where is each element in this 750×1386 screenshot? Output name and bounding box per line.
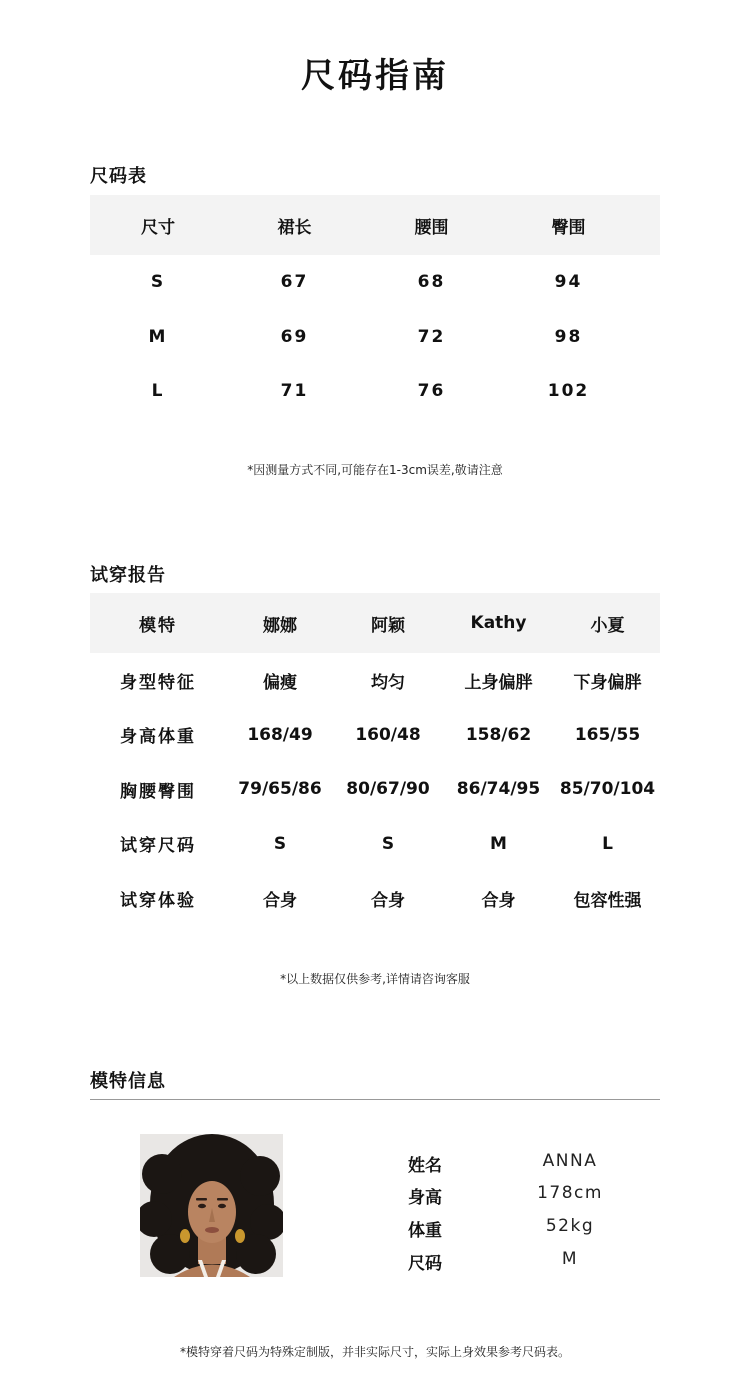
row-label: 身型特征 <box>120 672 196 693</box>
model-height-value: 178cm <box>537 1183 603 1203</box>
row-label: 试穿体验 <box>120 890 196 911</box>
table-cell: 合身 <box>263 890 297 911</box>
table-cell: 72 <box>417 326 446 347</box>
table-row <box>90 762 660 817</box>
table-cell: 79/65/86 <box>238 779 322 800</box>
header-cell: 娜娜 <box>263 615 297 636</box>
model-weight-label: 体重 <box>408 1221 442 1241</box>
size-chart-note: *因测量方式不同,可能存在1-3cm误差,敬请注意 <box>247 463 503 477</box>
table-cell: 85/70/104 <box>559 779 656 800</box>
model-portrait-icon <box>140 1134 283 1277</box>
table-row <box>90 653 660 708</box>
table-cell: 102 <box>547 381 590 402</box>
model-name-value: ANNA <box>542 1151 598 1171</box>
header-cell: 小夏 <box>590 615 625 636</box>
row-label: 身高体重 <box>120 727 196 748</box>
header-cell: 尺寸 <box>141 217 175 238</box>
size-chart-header-row <box>90 195 660 255</box>
model-size-value: M <box>561 1249 579 1269</box>
table-cell: 71 <box>280 381 309 402</box>
table-cell: M <box>490 833 507 854</box>
table-cell: L <box>602 833 613 854</box>
section-divider <box>90 1099 660 1100</box>
table-cell: 68 <box>417 272 446 293</box>
model-weight-value: 52kg <box>545 1216 595 1236</box>
table-cell: 67 <box>280 272 309 293</box>
header-cell: Kathy <box>470 613 527 633</box>
table-cell: 160/48 <box>355 724 421 745</box>
model-name-label: 姓名 <box>408 1156 442 1176</box>
model-size-label: 尺码 <box>408 1254 442 1274</box>
table-row <box>90 708 660 763</box>
table-cell: 158/62 <box>465 724 532 745</box>
table-cell: 98 <box>554 326 583 347</box>
table-row <box>90 817 660 872</box>
size-chart-table <box>90 195 660 419</box>
table-cell: 69 <box>280 326 309 347</box>
table-cell: M <box>148 326 168 347</box>
table-cell: 86/74/95 <box>456 779 541 800</box>
table-cell: 合身 <box>481 890 516 911</box>
row-label: 试穿尺码 <box>120 836 196 857</box>
table-cell: L <box>151 381 165 402</box>
model-info-heading: 模特信息 <box>90 1071 166 1092</box>
table-cell: 包容性强 <box>573 890 642 911</box>
page-title: 尺码指南 <box>301 56 449 96</box>
table-cell: 合身 <box>371 890 405 911</box>
model-height-label: 身高 <box>408 1188 442 1208</box>
row-label: 胸腰臀围 <box>120 781 196 802</box>
table-cell: 上身偏胖 <box>464 672 533 693</box>
table-row <box>90 871 660 926</box>
fit-report-heading: 试穿报告 <box>90 565 166 586</box>
fit-report-note: *以上数据仅供参考,详情请咨询客服 <box>280 972 470 986</box>
table-cell: 下身偏胖 <box>573 672 642 693</box>
model-portrait <box>140 1134 283 1277</box>
header-cell: 模特 <box>139 615 177 636</box>
model-info-note: *模特穿着尺码为特殊定制版，并非实际尺寸，实际上身效果参考尺码表。 <box>179 1345 570 1359</box>
table-cell: 94 <box>554 272 583 293</box>
table-cell: S <box>150 272 166 293</box>
table-row <box>90 310 660 365</box>
table-cell: 76 <box>417 381 446 402</box>
fit-report-header-row <box>90 593 660 653</box>
table-cell: 均匀 <box>371 672 405 693</box>
table-row <box>90 364 660 419</box>
fit-report-table <box>90 593 660 926</box>
table-cell: 80/67/90 <box>346 779 430 800</box>
table-cell: 偏瘦 <box>263 672 297 693</box>
table-row <box>90 255 660 310</box>
header-cell: 臀围 <box>551 217 586 238</box>
table-cell: 165/55 <box>574 724 641 745</box>
table-cell: 168/49 <box>247 724 313 745</box>
header-cell: 腰围 <box>414 217 449 238</box>
size-chart-heading: 尺码表 <box>90 166 147 187</box>
header-cell: 阿颖 <box>371 615 405 636</box>
header-cell: 裙长 <box>277 217 312 238</box>
table-cell: S <box>381 833 395 854</box>
table-cell: S <box>273 833 287 854</box>
